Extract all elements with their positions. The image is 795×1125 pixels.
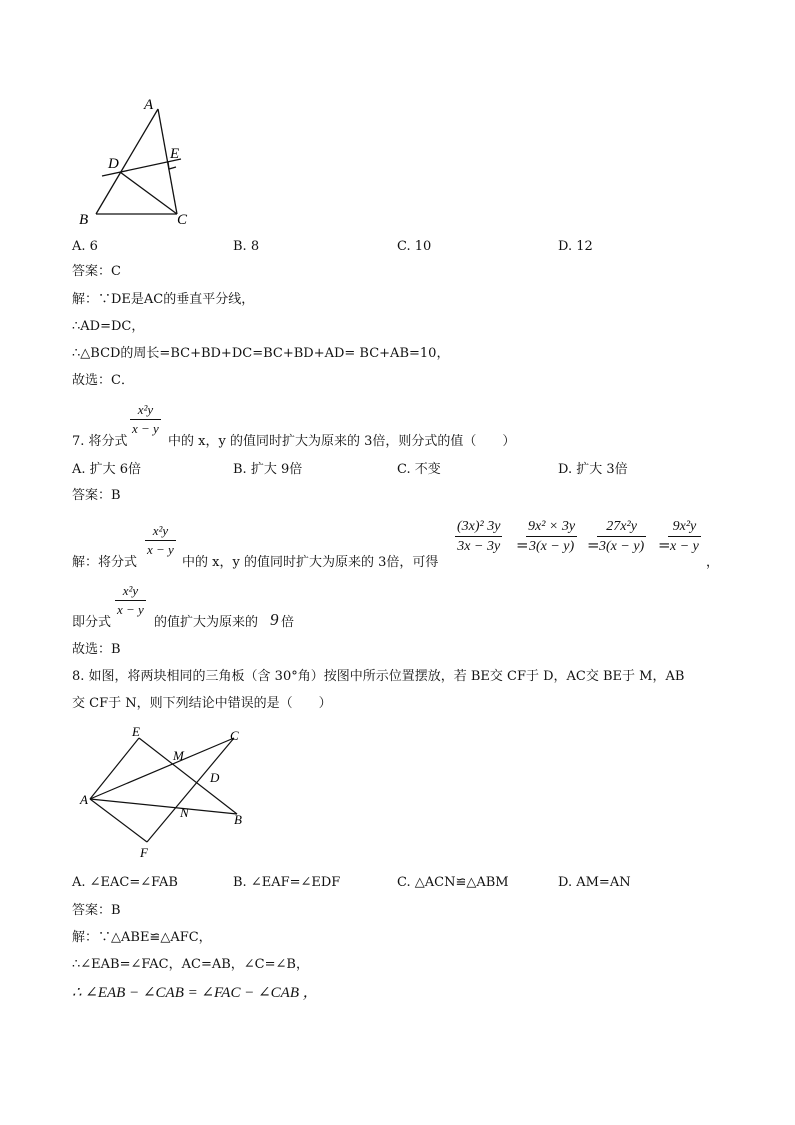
q7-option-d: D. 扩大 3倍 [558, 462, 628, 477]
q8-option-c: C. △ACN≌△ABM [397, 875, 509, 890]
label-a: A [144, 97, 154, 113]
fraction-denominator: 3(x − y) [599, 539, 645, 555]
label-e: E [170, 146, 180, 162]
fraction-denominator: 3(x − y) [528, 539, 575, 555]
q7-final: 故选：B [72, 642, 121, 657]
q8-stem-line-1: 8. 如图，将两块相同的三角板（含 30°角）按图中所示位置摆放，若 BE交 CF于 D，AC交 BE于 M，AB [72, 669, 685, 684]
q6-option-c: C. 10 [397, 239, 432, 254]
q7-stem-prefix: 7. 将分式 [72, 434, 128, 449]
q6-solution-line-2: ∴AD=DC， [72, 319, 145, 334]
fraction-numerator: x²y [145, 524, 176, 541]
fraction-numerator: 9x² × 3y [526, 519, 577, 537]
q6-answer: 答案：C [72, 264, 121, 279]
q8-solution-line-3: ∴ ∠EAB − ∠CAB = ∠FAC − ∠CAB ， [72, 985, 318, 1001]
label-d: D [210, 770, 220, 785]
q7-equation-term-2 [526, 519, 577, 555]
q7-solution2-prefix: 即分式 [72, 615, 112, 630]
label-b: B [234, 812, 242, 827]
fraction-numerator: x²y [115, 584, 146, 601]
q7-stem-fraction [130, 403, 161, 437]
fraction-denominator: x − y [117, 602, 144, 618]
q6-option-d: D. 12 [558, 239, 593, 254]
segment-ac [90, 738, 234, 799]
q7-solution2-suffix: 的值扩大为原来的 [154, 615, 259, 630]
q8-answer: 答案：B [72, 903, 121, 918]
q7-solution2-number: 9 [270, 610, 279, 629]
q7-solution-mid: 中的 x，y 的值同时扩大为原来的 3倍，可得 [182, 555, 439, 570]
label-d: D [108, 156, 119, 172]
label-c: C [230, 728, 239, 743]
fraction-numerator: 9x²y [668, 519, 701, 537]
equals-sign-2: = [587, 536, 600, 554]
label-a: A [80, 792, 88, 807]
q8-option-a: A. ∠EAC=∠FAB [72, 875, 178, 890]
q6-solution-line-4: 故选：C． [72, 373, 134, 388]
q7-solution2-tail: 倍 [281, 615, 295, 630]
figure-triangle-abc [70, 92, 200, 232]
label-f: F [140, 845, 148, 860]
label-c: C [177, 212, 188, 228]
q7-answer: 答案：B [72, 488, 121, 503]
fraction-numerator: 27x²y [597, 519, 646, 537]
figure-two-triangles [72, 722, 262, 864]
q8-option-b: B. ∠EAF=∠EDF [233, 875, 341, 890]
segment-af [90, 799, 147, 842]
fraction-denominator: x − y [670, 539, 699, 555]
label-e: E [132, 724, 140, 739]
q7-stem-text: 中的 x，y 的值同时扩大为原来的 3倍，则分式的值（ ） [168, 434, 516, 449]
q7-option-c: C. 不变 [397, 462, 441, 477]
right-angle-mark [168, 162, 176, 169]
segment-eb [139, 738, 237, 814]
q7-equation-term-4 [668, 519, 701, 555]
fraction-numerator: x²y [130, 403, 161, 420]
q7-solution-prefix: 解：将分式 [72, 555, 138, 570]
q6-solution-line-3: ∴△BCD的周长=BC+BD+DC=BC+BD+AD= BC+AB=10， [72, 346, 450, 361]
segment-ab [90, 799, 237, 814]
segment-ae [90, 738, 139, 799]
label-b: B [79, 212, 89, 228]
q8-solution-line-1: 解：∵△ABE≌△AFC， [72, 930, 212, 945]
q7-solution-fraction [145, 524, 176, 558]
fraction-denominator: 3x − 3y [457, 539, 501, 555]
q7-equation-term-1 [455, 519, 502, 555]
fraction-denominator: x − y [147, 542, 174, 558]
fraction-denominator: x − y [132, 421, 159, 437]
q7-equation-comma: ， [706, 555, 720, 570]
q6-option-a: A. 6 [72, 239, 98, 254]
q7-solution2-fraction [115, 584, 146, 618]
label-n: N [180, 805, 189, 820]
q8-solution-line-2: ∴∠EAB=∠FAC，AC=AB，∠C=∠B， [72, 957, 309, 972]
q7-option-b: B. 扩大 9倍 [233, 462, 303, 477]
q6-option-b: B. 8 [233, 239, 260, 254]
q7-option-a: A. 扩大 6倍 [72, 462, 142, 477]
equals-sign-1: = [516, 536, 529, 554]
segment-dc [120, 172, 177, 214]
q6-solution-line-1: 解：∵DE是AC的垂直平分线， [72, 292, 255, 307]
q8-stem-line-2: 交 CF于 N，则下列结论中错误的是（ ） [72, 696, 332, 711]
segment-ab [96, 109, 158, 214]
fraction-numerator: (3x)² 3y [455, 519, 502, 537]
equals-sign-3: = [658, 536, 671, 554]
q7-equation-term-3 [597, 519, 646, 555]
label-m: M [173, 748, 184, 763]
q8-option-d: D. AM=AN [558, 875, 631, 890]
